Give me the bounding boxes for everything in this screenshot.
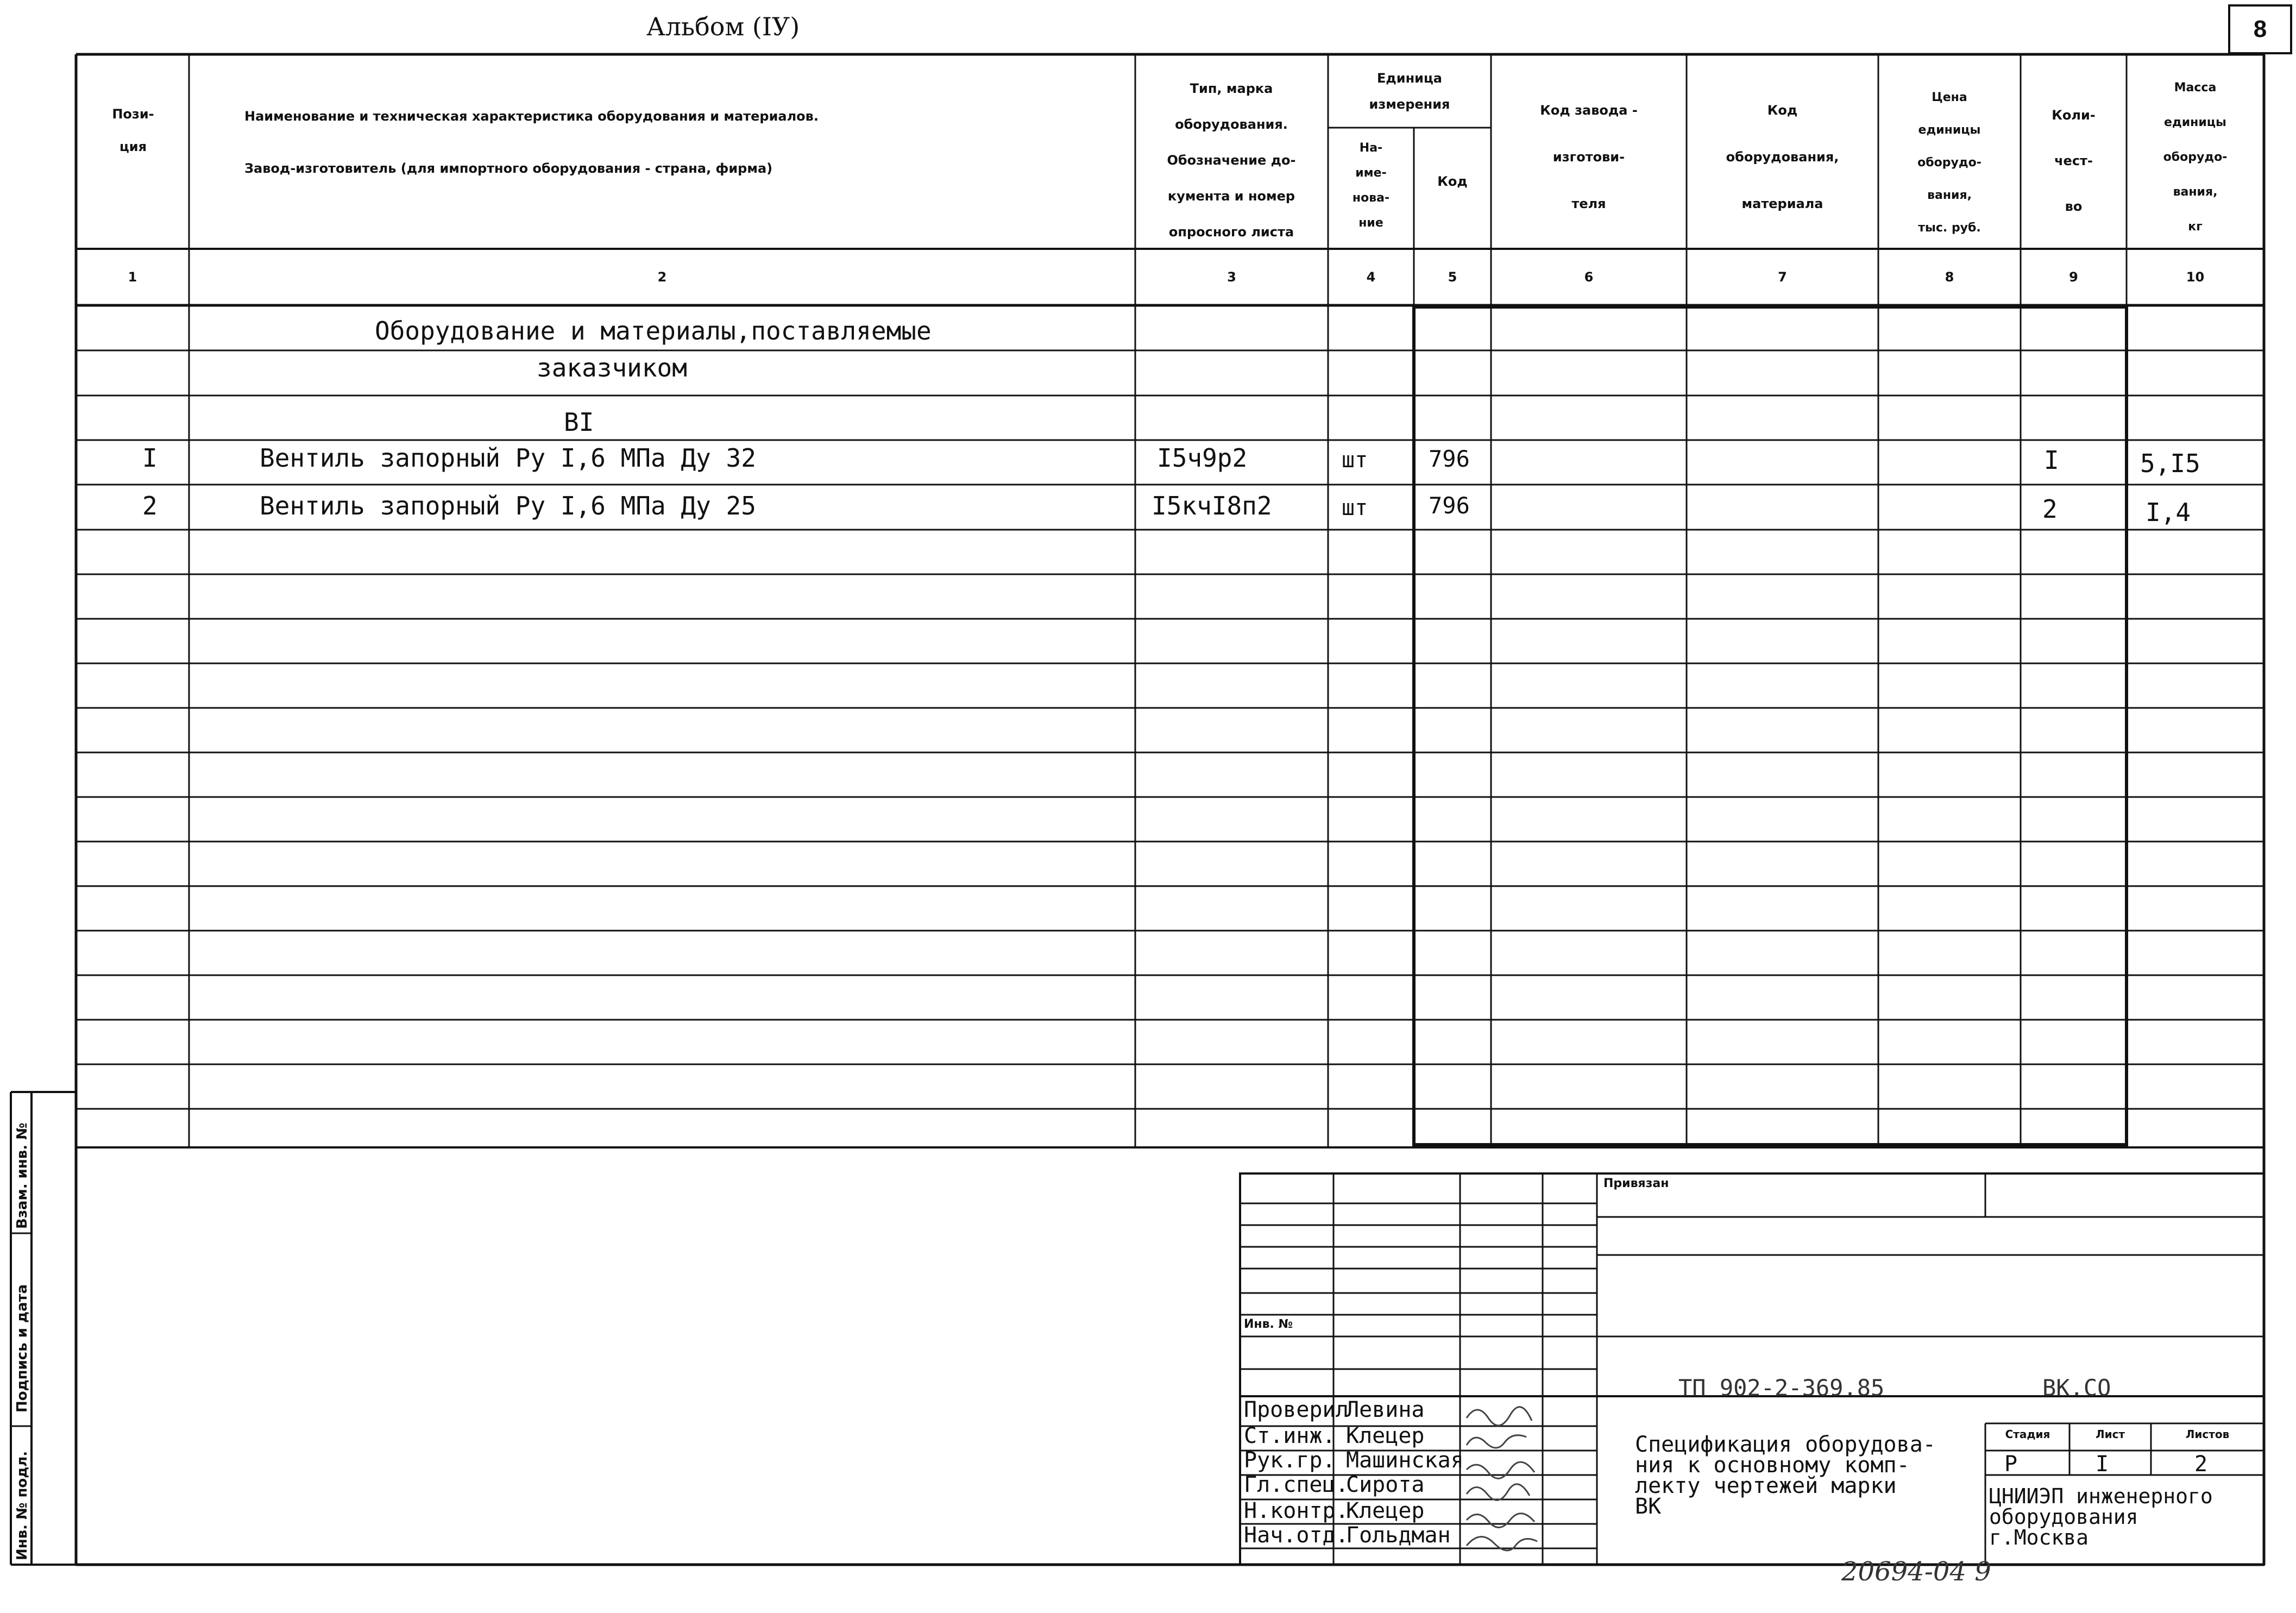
stamp-name-6: Гольдман — [1346, 1523, 1451, 1548]
row1-pos: I — [142, 443, 158, 473]
header-factory-code: Код завода - изготови- теля — [1540, 103, 1638, 211]
header-name: Наименование и техническая характеристика оборудования и материалов. — [244, 109, 819, 124]
row1-qty: I — [2044, 445, 2059, 475]
sheet-number: 8 — [2228, 4, 2292, 54]
stamp-privyazan: Привязан — [1603, 1177, 1669, 1190]
header-unit-name: На- име- нова- ние — [1352, 141, 1390, 230]
stamp-sheet: I — [2096, 1452, 2109, 1477]
header-position: Пози- ция — [112, 106, 154, 154]
row2-qty: 2 — [2042, 494, 2058, 524]
side-label-vzam: Взам. инв. № — [14, 1122, 30, 1229]
row1-mass: 5,I5 — [2140, 449, 2200, 478]
colnum-1: 1 — [128, 269, 137, 285]
stamp-role-1: Проверил — [1244, 1397, 1349, 1422]
stamp-role-3: Рук.гр. — [1244, 1448, 1336, 1473]
stamp-name-2: Клецер — [1346, 1423, 1425, 1448]
stamp-sheets-label: Листов — [2185, 1428, 2230, 1441]
header-price: Цена единицы оборудо- вания, тыс. руб. — [1917, 91, 1982, 235]
stamp-inv-no: Инв. № — [1244, 1317, 1293, 1331]
stamp-title: Спецификация оборудова- ния к основному комп- лекту чертежей марки ВК — [1635, 1432, 1936, 1519]
header-unit: Единица измерения — [1369, 71, 1450, 112]
colnum-9: 9 — [2069, 269, 2078, 285]
header-name-sub: Завод-изготовитель (для импортного оборудования - страна, фирма) — [244, 161, 773, 176]
stamp-name-1: Левина — [1346, 1397, 1425, 1422]
stamp-role-2: Ст.инж. — [1244, 1423, 1336, 1448]
side-label-podpis: Подпись и дата — [14, 1284, 30, 1413]
colnum-10: 10 — [2186, 269, 2205, 285]
colnum-2: 2 — [657, 269, 667, 285]
stamp-role-6: Нач.отд. — [1244, 1523, 1349, 1548]
stamp-role-5: Н.контр. — [1244, 1498, 1349, 1523]
stamp-org: ЦНИИЭП инженерного оборудования г.Москва — [1989, 1484, 2213, 1549]
header-type: Тип, марка оборудования. Обозначение до- кумента и номер опросного листа — [1167, 81, 1296, 240]
stamp-mark: ВК.СО — [2042, 1374, 2111, 1401]
stamp-sheet-label: Лист — [2095, 1428, 2125, 1441]
colnum-4: 4 — [1366, 269, 1376, 285]
row1-name: Вентиль запорный Ру I,6 МПа Ду 32 — [260, 443, 756, 473]
header-equipment-code: Код оборудования, материала — [1726, 103, 1839, 211]
stamp-stage-label: Стадия — [2005, 1428, 2050, 1441]
side-label-inv: Инв. № подл. — [14, 1451, 30, 1560]
stamp-sheets: 2 — [2194, 1452, 2208, 1477]
header-mass: Масса единицы оборудо- вания, кг — [2163, 81, 2228, 234]
stamp-stage: Р — [2004, 1452, 2018, 1477]
row2-name: Вентиль запорный Ру I,6 МПа Ду 25 — [260, 491, 756, 520]
stamp-role-4: Гл.спец. — [1244, 1472, 1349, 1497]
row2-code: 796 — [1429, 492, 1470, 519]
footer-number: 20694-04 9 — [1841, 1556, 1991, 1587]
row1-type: I5ч9р2 — [1157, 443, 1248, 473]
row1-unit: шт — [1342, 448, 1368, 473]
colnum-3: 3 — [1227, 269, 1236, 285]
header-quantity: Коли- чест- во — [2052, 108, 2096, 214]
header-unit-code: Код — [1437, 174, 1468, 189]
row2-pos: 2 — [142, 491, 158, 520]
row1-code: 796 — [1429, 445, 1470, 472]
album-title: Альбом (IУ) — [646, 12, 800, 41]
colnum-7: 7 — [1778, 269, 1787, 285]
stamp-doc-code: ТП 902-2-369.85 — [1678, 1374, 1885, 1401]
section-title-line2: заказчиком — [537, 353, 687, 382]
colnum-8: 8 — [1945, 269, 1954, 285]
stamp-name-5: Клецер — [1346, 1498, 1425, 1523]
colnum-6: 6 — [1584, 269, 1594, 285]
section-title-line1: Оборудование и материалы,поставляемые — [375, 316, 932, 346]
colnum-5: 5 — [1448, 269, 1457, 285]
row2-type: I5кчI8п2 — [1152, 491, 1272, 520]
row2-unit: шт — [1342, 495, 1368, 520]
stamp-name-3: Машинская — [1346, 1448, 1464, 1473]
signatures-handwritten — [1461, 1396, 1543, 1565]
stamp-name-4: Сирота — [1346, 1472, 1425, 1497]
section-group: BI — [564, 407, 594, 437]
row2-mass: I,4 — [2146, 498, 2191, 527]
